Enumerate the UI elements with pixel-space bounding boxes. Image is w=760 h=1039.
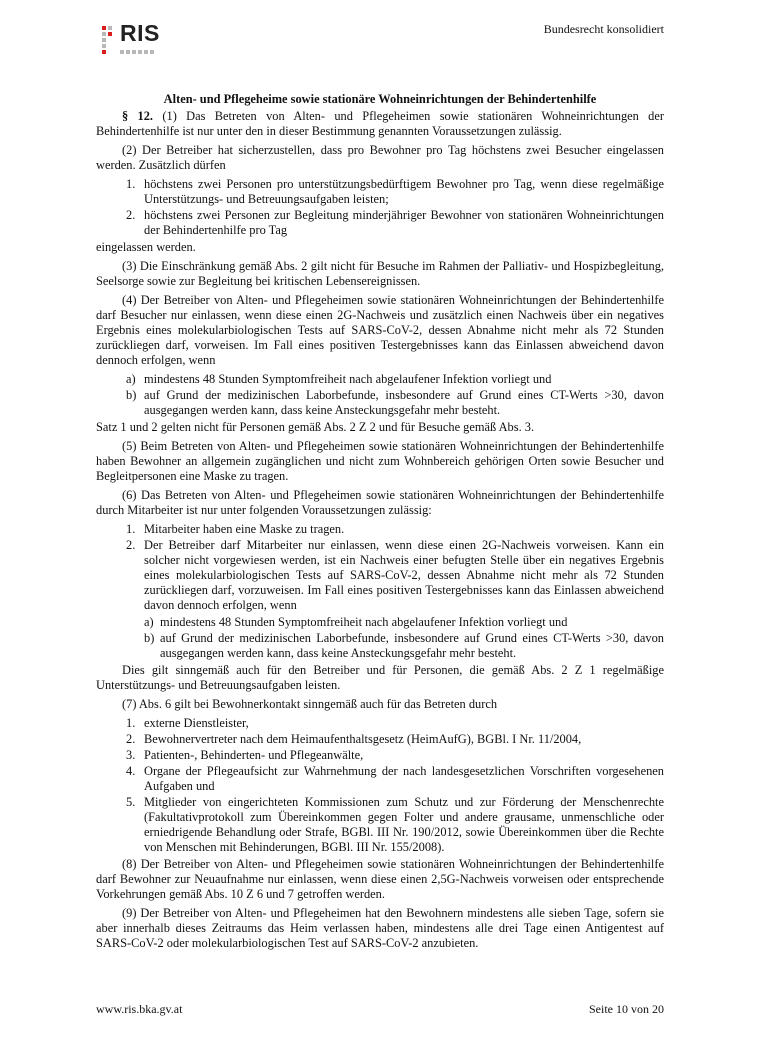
paragraph-8: (8) Der Betreiber von Alten- und Pflegeheimen sowie stationären Wohneinrichtungen der Behindertenhilfe darf Bewohner zur Neuaufnahme nur einlassen, wenn diese einen 2,5G-Nachweis vorweisen oder entsprechende Vorkehrungen gemäß Abs. 10 Z 6 und 7 getroffen werden. <box>96 857 664 901</box>
paragraph-3: (3) Die Einschränkung gemäß Abs. 2 gilt nicht für Besuche im Rahmen der Palliativ- und Hospizbegleitung, Seelsorge sowie zur Begleitung bei kritischen Lebensereignissen. <box>96 259 664 288</box>
logo-square <box>150 50 154 54</box>
list-text: Der Betreiber darf Mitarbeiter nur einlassen, wenn diese einen 2G-Nachweis vorweisen. Kann ein solcher nicht vorgewiesen werden, ist ein Nachweis einer befugten Stelle über ein negatives Ergebnis eines molekularbiologischen Tests auf SARS-CoV-2, dessen Abnahme nicht mehr als 72 Stunden zurückliegen darf, vorzuweisen. Im Fall eines positiven Testergebnisses kann das Einlassen abweichend davon dennoch erfolgen, wenn <box>144 538 664 612</box>
paragraph-7: (7) Abs. 6 gilt bei Bewohnerkontakt sinngemäß auch für das Betreten durch <box>122 697 498 711</box>
list-text: Mitglieder von eingerichteten Kommissionen zum Schutz und zur Förderung der Menschenrechte (Fakultativprotokoll zum Übereinkommen gegen Folter und andere grausame, unmenschliche oder erniedrigende Behandlung oder Strafe, BGBl. III Nr. 190/2012, sowie Übereinkommen über die Rechte von Menschen mit Behinderungen, BGBl. III Nr. 155/2008). <box>144 795 664 854</box>
list-text: Mitarbeiter haben eine Maske zu tragen. <box>144 522 345 536</box>
paragraph-9: (9) Der Betreiber von Alten- und Pflegeheimen hat den Bewohnern mindestens alle sieben Tage, sofern sie aber innerhalb dieses Zeitraums das Heim verlassen haben, mindestens alle drei Tage einen Antigentest auf SARS-CoV-2 oder molekularbiologischen Test auf SARS-CoV-2 anzubieten. <box>96 906 664 950</box>
list-number: 2. <box>126 732 136 746</box>
list-text: mindestens 48 Stunden Symptomfreiheit nach abgelaufener Infektion vorliegt und <box>160 615 568 629</box>
list-text: Organe der Pflegeaufsicht zur Wahrnehmung der nach landesgesetzlichen Vorschriften vorgesehenen Aufgaben und <box>144 764 664 793</box>
section-title: Alten- und Pflegeheime sowie stationäre Wohneinrichtungen der Behindertenhilfe <box>163 92 597 106</box>
logo-square <box>144 50 148 54</box>
list-number: 1. <box>126 177 136 191</box>
header-label: Bundesrecht konsolidiert <box>543 22 664 36</box>
list-text: mindestens 48 Stunden Symptomfreiheit nach abgelaufener Infektion vorliegt und <box>144 372 552 386</box>
list-item <box>96 522 664 537</box>
paragraph-6-tail: Dies gilt sinngemäß auch für den Betreiber und für Personen, die gemäß Abs. 2 Z 1 regelmäßige Unterstützungs- und Betreuungsaufgaben leisten. <box>96 663 664 692</box>
logo-square <box>102 44 106 48</box>
list-item <box>96 631 664 661</box>
paragraph-2-tail: eingelassen werden. <box>96 240 196 254</box>
list-item <box>96 615 664 630</box>
document-body <box>96 92 664 955</box>
list-text: höchstens zwei Personen pro unterstützungsbedürftigem Bewohner pro Tag, wenn diese regelmäßige Unterstützungs- und Betreuungsaufgaben leisten; <box>144 177 664 206</box>
paragraph-4-list <box>96 372 664 418</box>
list-item <box>96 748 664 763</box>
list-item <box>96 372 664 387</box>
paragraph-6-sublist <box>96 615 664 661</box>
list-item <box>96 764 664 794</box>
footer-url[interactable]: www.ris.bka.gv.at <box>96 1002 183 1016</box>
paragraph-1 <box>96 109 664 139</box>
ris-logo <box>100 20 170 66</box>
list-number: 2. <box>126 538 136 552</box>
list-text: Bewohnervertreter nach dem Heimaufenthaltsgesetz (HeimAufG), BGBl. I Nr. 11/2004, <box>144 732 582 746</box>
logo-square <box>108 26 112 30</box>
list-text: auf Grund der medizinischen Laborbefunde, insbesondere auf Grund eines CT-Werts >30, davon ausgegangen werden kann, dass keine Ansteckungsgefahr mehr besteht. <box>144 388 664 417</box>
paragraph-2: (2) Der Betreiber hat sicherzustellen, dass pro Bewohner pro Tag höchstens zwei Besucher eingelassen werden. Zusätzlich dürfen <box>96 143 664 172</box>
paragraph-5: (5) Beim Betreten von Alten- und Pflegeheimen sowie stationären Wohneinrichtungen der Behindertenhilfe haben Bewohner an allgemein zugänglichen und nicht zum Wohnbereich gehörigen Orten sowie Besucher und Begleitpersonen eine Maske zu tragen. <box>96 439 664 483</box>
section-number: § 12. <box>122 109 154 123</box>
list-text: höchstens zwei Personen zur Begleitung minderjähriger Bewohner von stationären Wohneinrichtungen der Behindertenhilfe pro Tag <box>144 208 664 237</box>
paragraph-2-list <box>96 177 664 238</box>
list-text: Patienten-, Behinderten- und Pflegeanwälte, <box>144 748 364 762</box>
paragraph-6-list <box>96 522 664 613</box>
list-number: a) <box>144 615 154 629</box>
list-text: auf Grund der medizinischen Laborbefunde, insbesondere auf Grund eines CT-Werts >30, davon ausgegangen werden kann, dass keine Ansteckungsgefahr mehr besteht. <box>160 631 664 660</box>
paragraph-7-list <box>96 716 664 855</box>
logo-square <box>120 50 124 54</box>
list-number: 2. <box>126 208 136 222</box>
list-number: b) <box>144 631 155 645</box>
paragraph-6: (6) Das Betreten von Alten- und Pflegeheimen sowie stationären Wohneinrichtungen der Behindertenhilfe durch Mitarbeiter ist nur unter folgenden Voraussetzungen zulässig: <box>96 488 664 517</box>
logo-square <box>102 50 106 54</box>
paragraph-text: (1) Das Betreten von Alten- und Pflegeheimen sowie stationären Wohneinrichtungen der Behindertenhilfe ist nur unter den in dieser Bestimmung genannten Voraussetzungen zulässig. <box>96 109 664 138</box>
list-number: 4. <box>126 764 136 778</box>
list-number: 3. <box>126 748 136 762</box>
logo-text: RIS <box>120 20 160 46</box>
paragraph-4-tail: Satz 1 und 2 gelten nicht für Personen gemäß Abs. 2 Z 2 und für Besuche gemäß Abs. 3. <box>96 420 535 434</box>
paragraph-4: (4) Der Betreiber von Alten- und Pflegeheimen sowie stationären Wohneinrichtungen der Behindertenhilfe darf Besucher nur einlassen, wenn diese einen 2G-Nachweis und zusätzlich einen Nachweis über ein negatives Ergebnis eines molekularbiologischen Tests auf SARS-CoV-2, dessen Abnahme nicht mehr als 72 Stunden zurückliegen darf, vorweisen. Im Fall eines positiven Testergebnisses kann das Einlassen abweichend davon dennoch erfolgen, wenn <box>96 293 664 367</box>
logo-square <box>126 50 130 54</box>
logo-square <box>102 26 106 30</box>
logo-square <box>108 32 112 36</box>
list-item <box>96 388 664 418</box>
list-item <box>96 716 664 731</box>
list-item <box>96 177 664 207</box>
list-text: externe Dienstleister, <box>144 716 249 730</box>
logo-square <box>102 32 106 36</box>
list-number: 1. <box>126 522 136 536</box>
list-number: b) <box>126 388 137 402</box>
logo-square <box>102 38 106 42</box>
list-number: a) <box>126 372 136 386</box>
page-number: Seite 10 von 20 <box>589 1002 664 1016</box>
logo-square <box>132 50 136 54</box>
list-item <box>96 795 664 855</box>
list-item <box>96 538 664 613</box>
list-item <box>96 208 664 238</box>
list-item <box>96 732 664 747</box>
list-number: 5. <box>126 795 136 809</box>
list-number: 1. <box>126 716 136 730</box>
logo-square <box>138 50 142 54</box>
